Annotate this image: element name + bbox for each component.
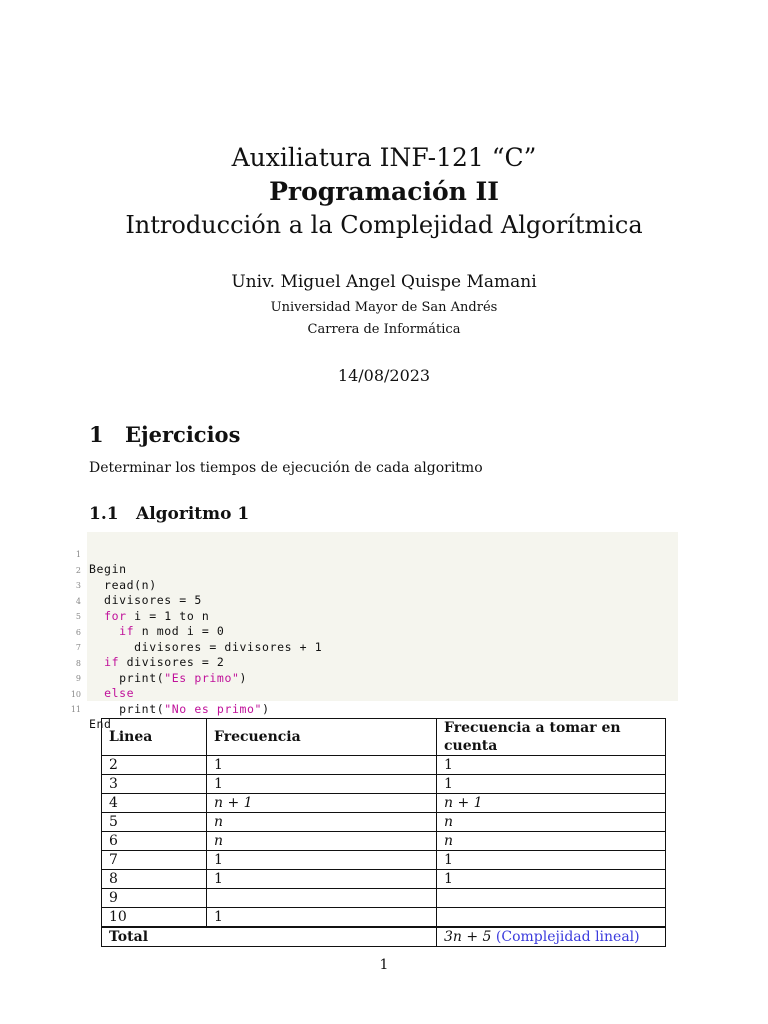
table-cell: n + 1 (437, 794, 666, 813)
table-cell: 6 (102, 832, 207, 851)
table-cell: 1 (437, 775, 666, 794)
section-number: 1 (89, 422, 104, 447)
table-row (102, 870, 666, 889)
table-cell: n (437, 832, 666, 851)
table-row (102, 756, 666, 775)
table-cell: 1 (437, 756, 666, 775)
table-cell: 8 (102, 870, 207, 889)
code-text: divisores = divisores + 1 (89, 639, 323, 654)
table-cell: 1 (437, 870, 666, 889)
table-cell: n (437, 813, 666, 832)
table-cell: 9 (102, 889, 207, 908)
column-header: Frecuencia (207, 719, 437, 756)
section-title: Ejercicios (125, 422, 241, 447)
table-cell: 1 (207, 775, 437, 794)
table-cell: 7 (102, 851, 207, 870)
code-text: if divisores = 2 (104, 655, 225, 669)
code-text: else (104, 686, 135, 700)
code-text: Begin (89, 562, 127, 576)
line-number: 8 (75, 658, 81, 668)
document-course: Auxiliatura INF-121 “C” (231, 143, 537, 172)
table-cell: n (207, 832, 437, 851)
table-cell: 5 (102, 813, 207, 832)
table-cell: 1 (207, 870, 437, 889)
line-number: 11 (70, 705, 81, 714)
code-text: print("No es primo") (89, 701, 270, 716)
table-row (102, 775, 666, 794)
total-value-cell (437, 927, 666, 947)
code-text: End (89, 717, 112, 731)
code-text: read(n) (89, 577, 157, 592)
table-total-row (102, 927, 666, 947)
university-name: Universidad Mayor de San Andrés (270, 300, 498, 315)
table-row (102, 908, 666, 928)
code-line (75, 532, 127, 576)
page-number: 1 (379, 957, 389, 973)
code-text: print("Es primo") (89, 670, 248, 685)
table-cell: 1 (207, 851, 437, 870)
section-heading (89, 422, 240, 447)
subsection-title: Algoritmo 1 (136, 504, 250, 524)
table-cell (437, 889, 666, 908)
subsection-heading (89, 504, 249, 524)
career-name: Carrera de Informática (307, 322, 461, 337)
column-header: Linea (102, 719, 207, 756)
total-label: Total (102, 927, 437, 947)
table-cell: 4 (102, 794, 207, 813)
document-date: 14/08/2023 (337, 366, 431, 385)
code-text: for i = 1 to n (104, 608, 210, 623)
code-text: if n mod i = 0 (119, 624, 225, 638)
table-row (102, 832, 666, 851)
line-number: 5 (75, 612, 81, 621)
complexity-note: (Complejidad lineal) (495, 929, 640, 945)
section-intro: Determinar los tiempos de ejecución de cada algoritmo (89, 460, 483, 476)
table-row (102, 889, 666, 908)
table-cell (207, 889, 437, 908)
document-subject: Programación II (269, 177, 499, 206)
line-number: 10 (70, 689, 81, 699)
table-cell: n + 1 (207, 794, 437, 813)
line-number: 7 (75, 643, 81, 652)
table-cell (437, 908, 666, 928)
frequency-table (101, 718, 666, 947)
table-cell: 1 (437, 851, 666, 870)
subsection-number: 1.1 (89, 504, 119, 524)
line-number: 1 (75, 550, 81, 559)
table-cell: 3 (102, 775, 207, 794)
table-row (102, 794, 666, 813)
author-name: Univ. Miguel Angel Quispe Mamani (231, 272, 537, 292)
document-topic: Introducción a la Complejidad Algorítmica (125, 211, 643, 239)
table-cell: 10 (102, 908, 207, 928)
total-value: 3n + 5 (444, 929, 492, 945)
line-number: 6 (75, 627, 81, 637)
table-row (102, 813, 666, 832)
code-text: divisores = 5 (89, 593, 202, 607)
line-number: 2 (75, 565, 81, 575)
line-number: 9 (75, 674, 81, 683)
table-cell: 2 (102, 756, 207, 775)
code-listing (70, 532, 678, 731)
table-header-row (102, 719, 666, 756)
table-cell: 1 (207, 756, 437, 775)
line-number: 4 (75, 596, 81, 606)
table-cell: 1 (207, 908, 437, 928)
table-cell: n (207, 813, 437, 832)
column-header: Frecuencia a tomar en cuenta (437, 719, 666, 756)
table-row (102, 851, 666, 870)
line-number: 3 (75, 581, 81, 590)
